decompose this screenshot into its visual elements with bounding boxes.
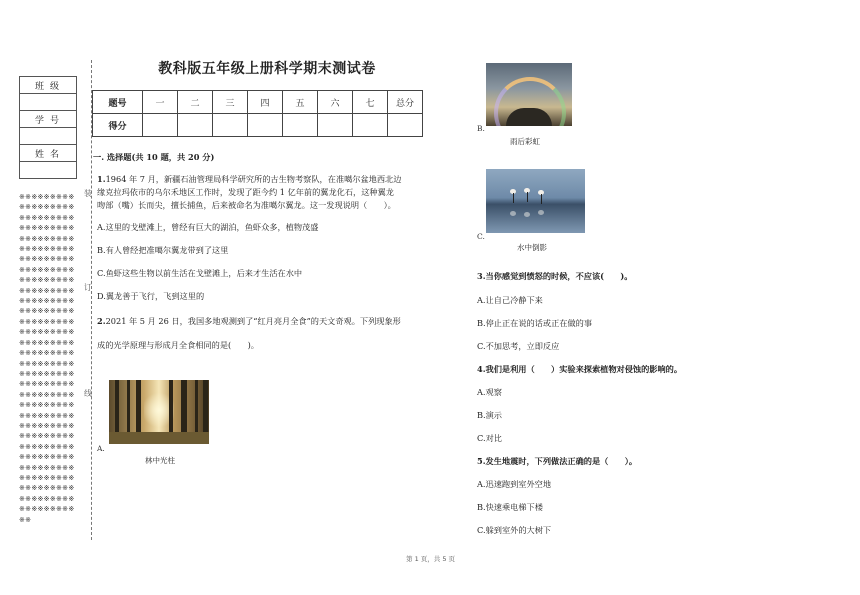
question-1-line: 吻部（嘴）长而尖，擅长捕鱼，后来被命名为准噶尔翼龙。这一发现说明（ ）。 bbox=[97, 200, 396, 210]
score-header-label: 题号 bbox=[93, 91, 143, 114]
score-header-6: 六 bbox=[318, 91, 353, 114]
page-title: 教科版五年级上册科学期末测试卷 bbox=[158, 61, 376, 77]
q2-option-a-caption: 林中光柱 bbox=[145, 456, 175, 465]
binding-char-zhuang: 装 bbox=[84, 189, 92, 198]
question-3: 3.当你感觉到愤怒的时候，不应该( )。 bbox=[477, 271, 633, 281]
q5-option-b[interactable]: B.快速乘电梯下楼 bbox=[477, 502, 543, 512]
student-info-table bbox=[19, 76, 77, 179]
score-header-4: 四 bbox=[248, 91, 283, 114]
question-4: 4.我们是利用（ ）实验来探索植物对侵蚀的影响的。 bbox=[477, 364, 683, 374]
q3-option-b[interactable]: B.停止正在说的话或正在做的事 bbox=[477, 318, 593, 328]
score-table bbox=[92, 90, 423, 137]
rainbow-image bbox=[486, 63, 572, 126]
score-cell[interactable] bbox=[318, 114, 353, 137]
q2-option-c-caption: 水中倒影 bbox=[517, 243, 547, 252]
score-header-3: 三 bbox=[213, 91, 248, 114]
score-header-total: 总分 bbox=[388, 91, 423, 114]
q4-option-c[interactable]: C.对比 bbox=[477, 433, 502, 443]
binding-char-ding: 订 bbox=[84, 283, 92, 292]
score-cell[interactable] bbox=[143, 114, 178, 137]
question-1-line: 1964 年 7 月，新疆石油管理局科学研究所的古生物考察队，在准噶尔盆地西北边 bbox=[105, 174, 402, 184]
score-cell[interactable] bbox=[178, 114, 213, 137]
name-label: 姓名 bbox=[20, 145, 77, 162]
score-header-5: 五 bbox=[283, 91, 318, 114]
question-2 bbox=[97, 315, 447, 352]
page-number: 第 1 页，共 5 页 bbox=[406, 555, 456, 563]
q1-option-b[interactable]: B.有人曾经把准噶尔翼龙带到了这里 bbox=[97, 245, 229, 255]
q2-option-b-label[interactable]: B. bbox=[477, 124, 485, 133]
question-5: 5.发生地震时，下列做法正确的是（ ）。 bbox=[477, 456, 638, 466]
score-header-2: 二 bbox=[178, 91, 213, 114]
question-2-line: 2021 年 5 月 26 日，我国多地观测到了“红月亮月全食”的天文奇观。下列现象形 bbox=[105, 316, 401, 326]
score-row-label: 得分 bbox=[93, 114, 143, 137]
score-header-1: 一 bbox=[143, 91, 178, 114]
binding-char-xian: 线 bbox=[84, 389, 92, 398]
reflection-image bbox=[486, 169, 585, 233]
q5-option-a[interactable]: A.迅速跑到室外空地 bbox=[477, 479, 552, 489]
question-1 bbox=[97, 173, 447, 212]
question-1-line: 缘克拉玛依市的乌尔禾地区工作时，发现了距今约 1 亿年前的翼龙化石，这种翼龙 bbox=[97, 187, 394, 197]
q5-option-c[interactable]: C.躲到室外的大树下 bbox=[477, 525, 552, 535]
score-header-7: 七 bbox=[353, 91, 388, 114]
score-cell[interactable] bbox=[248, 114, 283, 137]
class-field[interactable] bbox=[20, 94, 77, 111]
score-cell[interactable] bbox=[213, 114, 248, 137]
q4-option-a[interactable]: A.观察 bbox=[477, 387, 502, 397]
q1-option-c[interactable]: C.鱼虾这些生物以前生活在戈壁滩上，后来才生活在水中 bbox=[97, 268, 303, 278]
question-1-number: 1. bbox=[97, 174, 106, 184]
q2-option-c-label[interactable]: C. bbox=[477, 232, 485, 241]
student-id-field[interactable] bbox=[20, 128, 77, 145]
class-label: 班级 bbox=[20, 77, 77, 94]
score-cell[interactable] bbox=[388, 114, 423, 137]
q2-option-b-caption: 雨后彩虹 bbox=[510, 137, 540, 146]
section-heading: 一. 选择题(共 10 题，共 20 分) bbox=[93, 152, 215, 162]
q4-option-b[interactable]: B.演示 bbox=[477, 410, 502, 420]
q3-option-a[interactable]: A.让自己冷静下来 bbox=[477, 295, 543, 305]
decorative-dots: ※※※※※※※※※※※※※※※※※※※※※※※※※※※※※※※※※※※※※※※※※※※※※※※※※※※※※※※※※※※※※※※※※※※※※※※※※※※※※※※※※※※※※※※※※※※※※※※※※※※※※※※※※※※※※※※※※※※※※※※※※※※※※※※※※※※※※※※※※※※※※※※※※※※※※※※※※※※※※※※※※※※※※※※※※※※※※※※※※※※※※※※※※※※※※※※※※※※※※※※※※※※※※※※※※※※※※※※※※※※※※※※※※※※※※※※※※※※※※※※※※※※※※※※※※※※※※※※※※※※※※※※※※※※※※※※※※※※※※※※※※ bbox=[19, 193, 75, 524]
score-cell[interactable] bbox=[353, 114, 388, 137]
forest-light-image bbox=[109, 380, 209, 444]
q1-option-d[interactable]: D.翼龙善于飞行，飞到这里的 bbox=[97, 291, 205, 301]
student-id-label: 学号 bbox=[20, 111, 77, 128]
name-field[interactable] bbox=[20, 162, 77, 179]
question-2-line: 成的光学原理与形成月全食相同的是( )。 bbox=[97, 340, 259, 350]
q2-option-a-label[interactable]: A. bbox=[97, 444, 105, 453]
q1-option-a[interactable]: A.这里的戈壁滩上，曾经有巨大的湖泊，鱼虾众多，植物茂盛 bbox=[97, 222, 319, 232]
question-2-number: 2. bbox=[97, 316, 106, 326]
q3-option-c[interactable]: C.不加思考，立即反应 bbox=[477, 341, 560, 351]
score-cell[interactable] bbox=[283, 114, 318, 137]
